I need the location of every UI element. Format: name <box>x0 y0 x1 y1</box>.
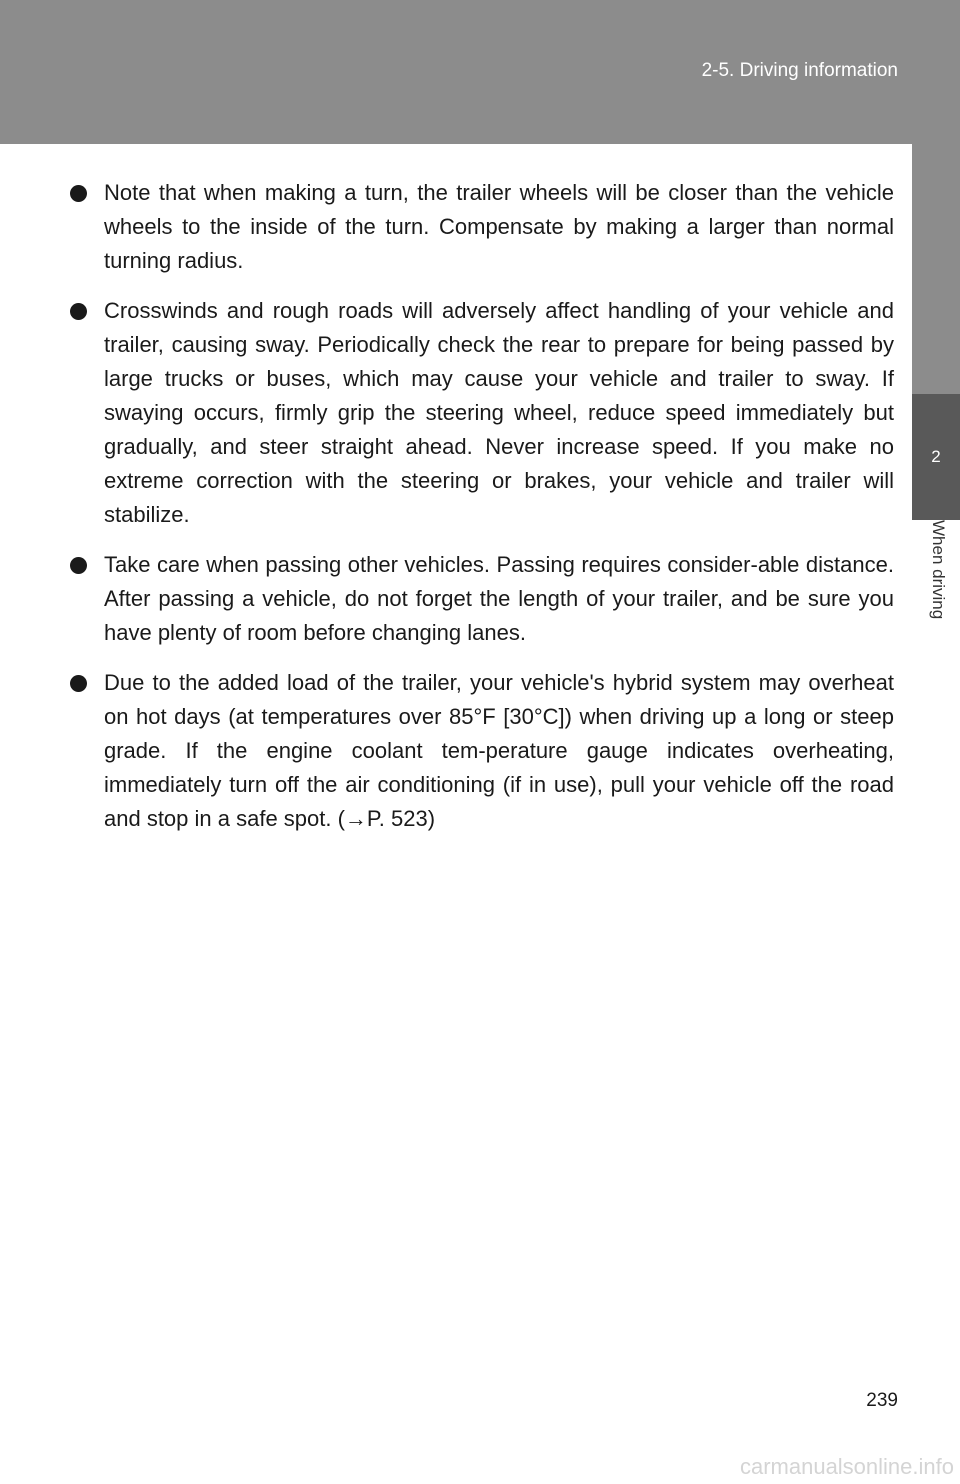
chapter-number-tab[interactable]: 2 <box>912 394 960 520</box>
chapter-label: When driving <box>929 520 948 620</box>
bullet-dot-icon <box>70 557 87 574</box>
bullet-item <box>40 666 894 836</box>
chapter-label-tab <box>912 520 960 690</box>
main-content <box>40 176 894 852</box>
bullet-text: Crosswinds and rough roads will adversely affect handling of your vehicle and trailer, causing sway. Periodically check the rear to prepare for being passed by large trucks or buses, which may cause your vehicle and trailer to sway. If swaying occurs, firmly grip the steering wheel, reduce speed immediately but gradually, and steer straight ahead. Never increase speed. If you make no extreme correction with the steering or brakes, your vehicle and trailer will stabilize. <box>104 298 894 527</box>
side-tab-top <box>912 144 960 394</box>
section-title: 2-5. Driving information <box>701 60 898 81</box>
watermark: carmanualsonline.info <box>739 1454 954 1479</box>
bullet-dot-icon <box>70 303 87 320</box>
bullet-dot-icon <box>70 675 87 692</box>
bullet-text: Take care when passing other vehicles. Passing requires consider-able distance. After passing a vehicle, do not forget the length of your trailer, and be sure you have plenty of room before changing lanes. <box>104 552 894 645</box>
bullet-item <box>40 176 894 278</box>
bullet-text: Due to the added load of the trailer, your vehicle's hybrid system may overheat on hot days (at temperatures over 85°F [30°C]) when driving up a long or steep grade. If the engine coolant tem-perature gauge indicates overheating, immediately turn off the air conditioning (if in use), pull your vehicle off the road and stop in a safe spot. (→P. 523) <box>104 670 894 831</box>
bullet-text: Note that when making a turn, the trailer wheels will be closer than the vehicle wheels to the inside of the turn. Compensate by making a larger than normal turning radius. <box>104 180 894 273</box>
bullet-dot-icon <box>70 185 87 202</box>
bullet-item <box>40 294 894 532</box>
bullet-item <box>40 548 894 650</box>
page-number: 239 <box>866 1390 898 1411</box>
